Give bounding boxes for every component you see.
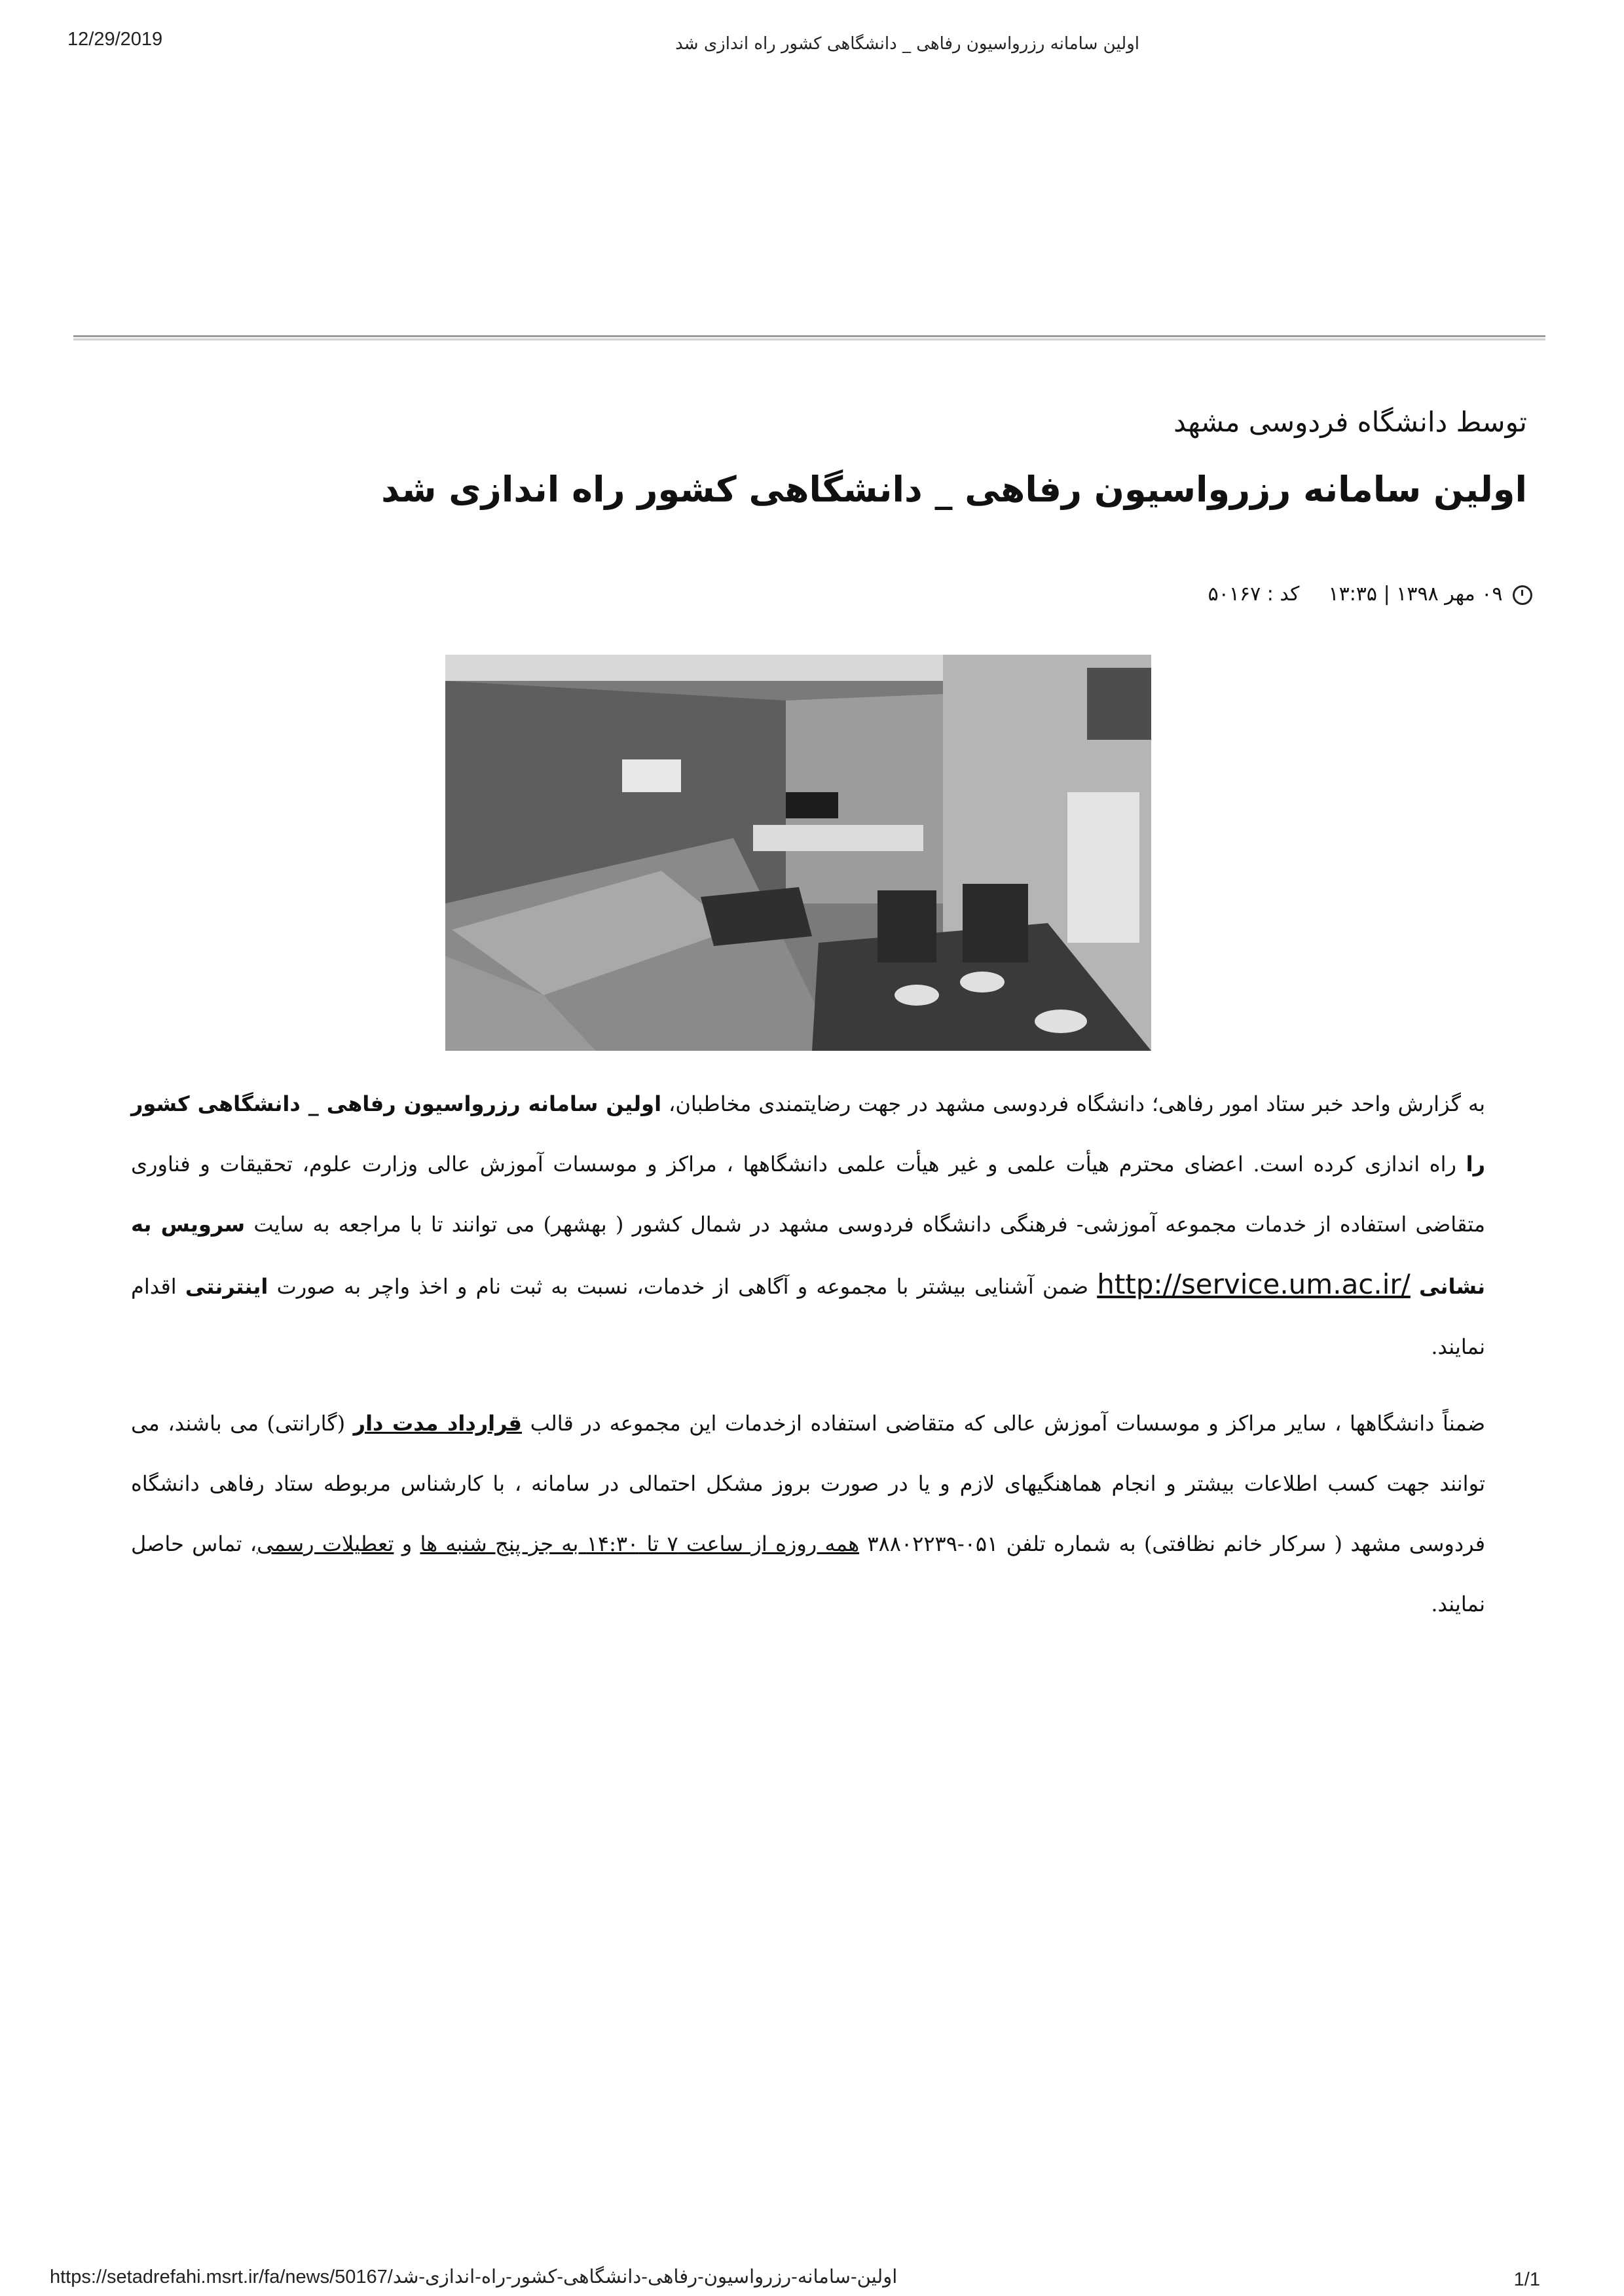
clock-icon — [1513, 585, 1532, 605]
living-room-photo — [445, 655, 1151, 1051]
p2-text-2: (گارانتی) می باشند، می توانند جهت کسب اطلاعات بیشتر و انجام هماهنگیهای لازم و یا در صورت بروز مشکل احتمالی در سامانه ، با کارشناس مربوطه ستاد رفاهی دانشگاه فردوسی مشهد ( سرکار خانم نظافتی) به شماره تلفن ۰۵۱-۳۸۸۰۲۲۳۹ — [131, 1411, 1486, 1556]
p2-text-4: ، تماس حاصل نمایند. — [131, 1531, 1485, 1616]
news-code — [1208, 583, 1300, 606]
print-page-number: 1/1 — [1513, 2269, 1540, 2290]
p1-text-4: اقدام نمایند. — [131, 1274, 1485, 1359]
news-code-label: کد : — [1266, 583, 1300, 606]
print-footer-url: https://setadrefahi.msrt.ir/fa/news/50167/اولین-سامانه-رزرواسیون-رفاهی-دانشگاهی-کشور-راه-اندازی-شد — [50, 2267, 898, 2287]
print-date: 12/29/2019 — [67, 29, 163, 50]
print-page-title: اولین سامانه رزرواسیون رفاهی _ دانشگاهی کشور راه اندازی شد — [675, 34, 1139, 54]
publish-time: ۱۳:۳۵ — [1328, 583, 1378, 606]
publish-date: ۰۹ مهر ۱۳۹۸ — [1396, 583, 1503, 606]
news-code-value: ۵۰۱۶۷ — [1208, 583, 1261, 606]
p1-bold-title: اولین سامانه رزرواسیون رفاهی _ دانشگاهی کشور را — [131, 1091, 1486, 1176]
header-divider — [73, 335, 1545, 337]
p1-text-3: ضمن آشنایی بیشتر با مجموعه و آگاهی از خدمات، نسبت به ثبت نام و اخذ واچر به صورت — [276, 1274, 1089, 1299]
p1-bold-service: سرویس به نشانی — [131, 1212, 1486, 1299]
article-paragraph-2 — [131, 1393, 1485, 1634]
service-link[interactable]: http://service.um.ac.ir/ — [1097, 1268, 1411, 1300]
article-lead: توسط دانشگاه فردوسی مشهد — [1173, 406, 1527, 438]
article-photo — [445, 655, 1151, 1051]
article-paragraph-1 — [131, 1074, 1485, 1377]
article-meta — [1208, 583, 1532, 606]
p1-text-2: راه اندازی کرده است. اعضای محترم هیأت علمی و غیر هیأت علمی دانشگاهها ، مراکز و موسسات آموزش عالی وزارت علوم، تحقیقات و فناوری متقاضی استفاده از خدمات مجموعه آموزشی- فرهنگی دانشگاه فردوسی مشهد در شمال کشور ( بهشهر) می توانند تا با مراجعه به سایت — [131, 1152, 1486, 1237]
article-headline: اولین سامانه رزرواسیون رفاهی _ دانشگاهی کشور راه اندازی شد — [381, 469, 1527, 510]
p1-text-1: به گزارش واحد خبر ستاد امور رفاهی؛ دانشگاه فردوسی مشهد در جهت رضایتمندی مخاطبان، — [669, 1091, 1486, 1116]
p2-hours: همه روزه از ساعت ۷ تا ۱۴:۳۰ به جز پنج شنبه ها — [420, 1531, 860, 1556]
datetime-separator: | — [1383, 583, 1390, 606]
p2-text-1: ضمناً دانشگاهها ، سایر مراکز و موسسات آموزش عالی که متقاضی استفاده ازخدمات این مجموعه در قالب — [530, 1411, 1486, 1436]
p2-holidays: تعطیلات رسمی — [257, 1531, 394, 1556]
p2-text-3: و — [401, 1531, 413, 1556]
publish-datetime — [1328, 583, 1532, 606]
p1-bold-online: اینترنتی — [185, 1274, 268, 1299]
p2-bold-contract: قرارداد مدت دار — [353, 1411, 523, 1436]
